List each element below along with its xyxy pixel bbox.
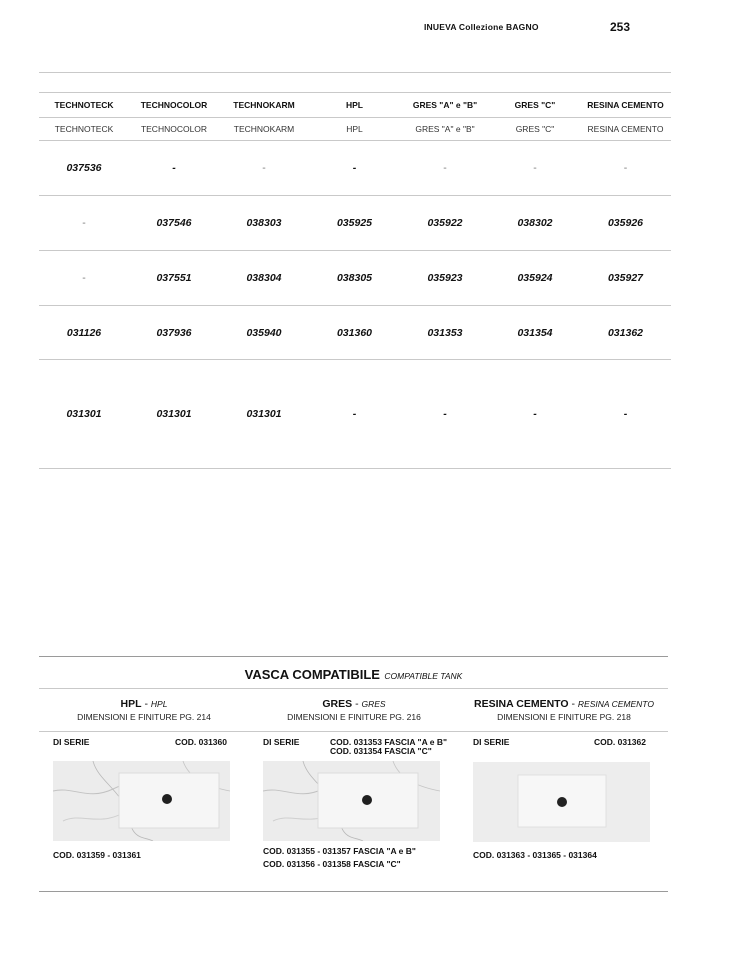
table-cell: 031360 xyxy=(309,306,400,360)
series-code-2: COD. 031354 FASCIA "C" xyxy=(330,746,432,756)
tank-name: RESINA CEMENTO xyxy=(474,698,569,710)
table-cell: - xyxy=(219,141,309,196)
collection-title: INUEVA Collezione BAGNO xyxy=(424,22,539,32)
column-subheader: TECHNOTECK xyxy=(39,118,129,141)
table-subheader-row xyxy=(39,118,671,141)
column-header: TECHNOCOLOR xyxy=(129,93,219,118)
column-header: TECHNOKARM xyxy=(219,93,309,118)
series-label: DI SERIE xyxy=(473,737,510,747)
tank-column-gres: GRES - GRES DIMENSIONI E FINITURE PG. 216 xyxy=(256,698,452,722)
tank-image-hpl xyxy=(53,761,230,841)
table-row xyxy=(39,141,671,196)
column-subheader: GRES "A" e "B" xyxy=(400,118,490,141)
series-label: DI SERIE xyxy=(263,737,300,747)
tank-name-en: GRES xyxy=(361,699,386,709)
table-cell: - xyxy=(490,141,580,196)
table-header-row xyxy=(39,93,671,118)
table-cell: - xyxy=(309,141,400,196)
tank-name-en: HPL xyxy=(150,699,168,709)
tank-dims: DIMENSIONI E FINITURE PG. 214 xyxy=(77,712,211,722)
table-cell: 031301 xyxy=(39,360,129,469)
column-header: HPL xyxy=(309,93,400,118)
table-cell: 038303 xyxy=(219,196,309,251)
table-cell: - xyxy=(400,360,490,469)
table-cell: 035922 xyxy=(400,196,490,251)
table-cell: 037546 xyxy=(129,196,219,251)
table-cell: 035940 xyxy=(219,306,309,360)
tank-column-resina: RESINA CEMENTO - RESINA CEMENTO DIMENSIONI E FINITURE PG. 218 xyxy=(464,698,664,722)
table-cell: 038305 xyxy=(309,251,400,306)
top-divider xyxy=(39,72,671,73)
table-row xyxy=(39,306,671,360)
series-code: COD. 031362 xyxy=(594,737,646,747)
table-cell: 037551 xyxy=(129,251,219,306)
tank-name-en: RESINA CEMENTO xyxy=(577,699,654,709)
column-header: GRES "C" xyxy=(490,93,580,118)
table-cell: 035926 xyxy=(580,196,671,251)
tank-title-en: COMPATIBLE TANK xyxy=(384,671,463,681)
table-cell: - xyxy=(580,360,671,469)
table-cell: - xyxy=(490,360,580,469)
table-cell: 035927 xyxy=(580,251,671,306)
tank-header-divider xyxy=(39,731,668,732)
series-code: COD. 031360 xyxy=(175,737,227,747)
tank-column-hpl: HPL - HPL DIMENSIONI E FINITURE PG. 214 xyxy=(46,698,242,722)
table-cell: 035925 xyxy=(309,196,400,251)
table-row xyxy=(39,360,671,469)
bottom-divider xyxy=(39,891,668,892)
tank-dims: DIMENSIONI E FINITURE PG. 216 xyxy=(287,712,421,722)
column-subheader: GRES "C" xyxy=(490,118,580,141)
table-cell: - xyxy=(39,251,129,306)
series-code: COD. 031353 FASCIA "A e B" xyxy=(330,737,448,747)
table-cell: 031301 xyxy=(129,360,219,469)
column-subheader: HPL xyxy=(309,118,400,141)
bottom-code: COD. 031355 - 031357 FASCIA "A e B" xyxy=(263,846,416,856)
table-row xyxy=(39,251,671,306)
table-cell: 035923 xyxy=(400,251,490,306)
table-cell: 031126 xyxy=(39,306,129,360)
table-cell: 031354 xyxy=(490,306,580,360)
bottom-code: COD. 031363 - 031365 - 031364 xyxy=(473,850,597,860)
tank-top-divider xyxy=(39,656,668,657)
bottom-code: COD. 031356 - 031358 FASCIA "C" xyxy=(263,859,401,869)
tank-dims: DIMENSIONI E FINITURE PG. 218 xyxy=(497,712,631,722)
table-cell: 037536 xyxy=(39,141,129,196)
column-subheader: TECHNOKARM xyxy=(219,118,309,141)
table-cell: 031362 xyxy=(580,306,671,360)
column-header: TECHNOTECK xyxy=(39,93,129,118)
table-cell: - xyxy=(129,141,219,196)
table-cell: 035924 xyxy=(490,251,580,306)
table-row xyxy=(39,196,671,251)
table-cell: 031301 xyxy=(219,360,309,469)
bottom-code: COD. 031359 - 031361 xyxy=(53,850,141,860)
tank-name: GRES xyxy=(322,698,353,710)
column-subheader: RESINA CEMENTO xyxy=(580,118,671,141)
series-label: DI SERIE xyxy=(53,737,90,747)
tank-section-title xyxy=(39,666,668,684)
column-subheader: TECHNOCOLOR xyxy=(129,118,219,141)
table-cell: - xyxy=(309,360,400,469)
table-cell: 031353 xyxy=(400,306,490,360)
table-cell: - xyxy=(39,196,129,251)
table-cell: 037936 xyxy=(129,306,219,360)
column-header: RESINA CEMENTO xyxy=(580,93,671,118)
column-header: GRES "A" e "B" xyxy=(400,93,490,118)
table-cell: 038302 xyxy=(490,196,580,251)
codes-table xyxy=(39,92,671,469)
tank-title: VASCA COMPATIBILE xyxy=(244,667,380,682)
page-number: 253 xyxy=(610,20,631,34)
table-cell: 038304 xyxy=(219,251,309,306)
tank-title-divider xyxy=(39,688,668,689)
tank-image-resina xyxy=(473,762,650,842)
table-cell: - xyxy=(580,141,671,196)
tank-image-gres xyxy=(263,761,440,841)
table-body xyxy=(39,141,671,469)
table-cell: - xyxy=(400,141,490,196)
tank-name: HPL xyxy=(120,698,142,710)
